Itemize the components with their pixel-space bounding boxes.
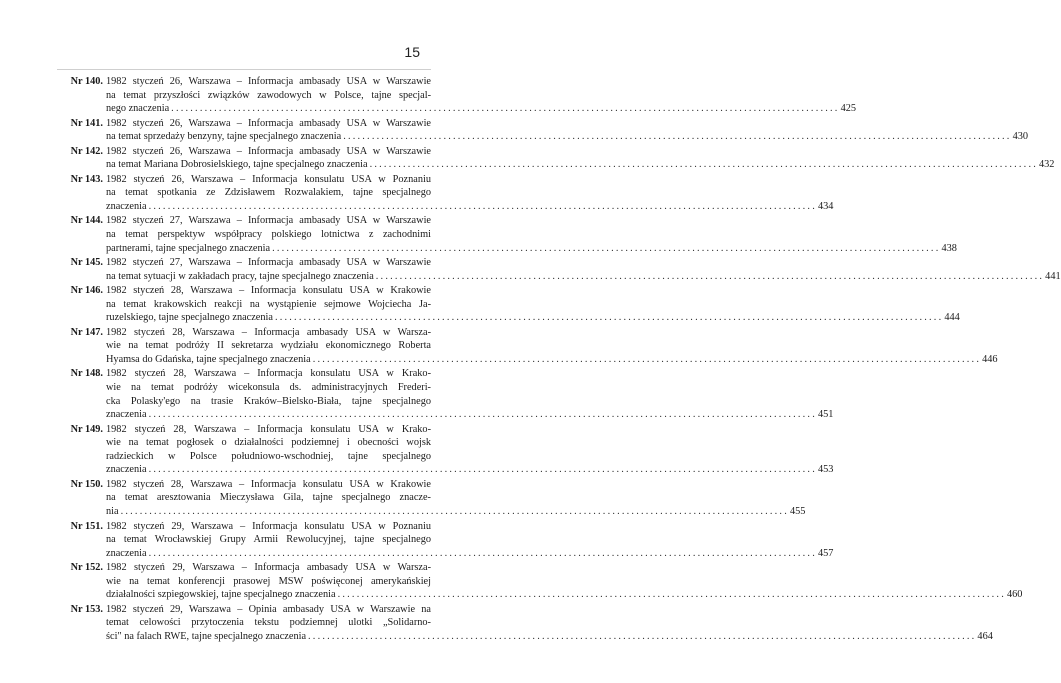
entry-line: na temat przyszłości związków zawodowych w Polsce, tajne specjal- <box>106 89 431 101</box>
dot-leader: ............................................................................................................................................ <box>369 159 1038 171</box>
entry-number: Nr 151. <box>70 520 103 532</box>
entry-last-line <box>106 408 834 422</box>
entry-number: Nr 150. <box>70 478 103 490</box>
entry-last-line <box>106 158 1055 172</box>
entry-line: 1982 styczeń 26, Warszawa – Informacja ambasady USA w Warszawie <box>106 117 431 129</box>
entry-description <box>106 214 957 255</box>
dot-leader: ............................................................................................................................................ <box>120 505 789 517</box>
toc-entry <box>57 145 1055 172</box>
entry-last-line <box>106 200 834 214</box>
entry-description <box>106 423 834 477</box>
entry-line: nia <box>106 505 119 517</box>
entry-line: 1982 styczeń 26, Warszawa – Informacja ambasady USA w Warszawie <box>106 145 431 157</box>
entry-last-line <box>106 311 960 325</box>
entry-line: 1982 styczeń 27, Warszawa – Informacja ambasady USA w Warszawie <box>106 257 431 269</box>
entry-line: 1982 styczeń 26, Warszawa – Informacja ambasady USA w Warszawie <box>106 76 431 87</box>
entry-last-line <box>106 463 834 477</box>
toc-entry <box>57 173 834 214</box>
dot-leader: ............................................................................................................................................ <box>148 200 817 212</box>
entry-line: wie na temat podróży II sekretarza wydziału ekonomicznego Roberta <box>106 340 431 352</box>
entry-line: temat celowości przytoczenia tekstu podziemnej ulotki „Solidarno- <box>106 617 431 629</box>
toc-entry <box>57 603 993 644</box>
entry-description <box>106 75 857 116</box>
entry-line: nego znaczenia <box>106 103 170 115</box>
entry-description <box>106 603 993 644</box>
entry-last-line <box>106 547 834 561</box>
entry-line: na temat sytuacji w zakładach pracy, tajne specjalnego znaczenia <box>106 270 374 282</box>
entry-line: znaczenia <box>106 409 147 421</box>
entry-line: na temat sprzedaży benzyny, tajne specjalnego znaczenia <box>106 131 342 143</box>
entry-number: Nr 144. <box>70 215 103 227</box>
dot-leader: ............................................................................................................................................ <box>148 409 817 421</box>
entry-description <box>106 173 834 214</box>
dot-leader: ............................................................................................................................................ <box>272 242 941 254</box>
toc-entry <box>57 117 1029 144</box>
entry-number: Nr 145. <box>70 257 103 269</box>
entry-number: Nr 149. <box>70 423 103 435</box>
entry-line: wie na temat podróży wicekonsula ds. administracyjnych Frederi- <box>106 382 431 394</box>
toc-entry <box>57 75 857 116</box>
entry-description <box>106 520 834 561</box>
entry-line: 1982 styczeń 29, Warszawa – Informacja ambasady USA w Warsza- <box>106 562 431 574</box>
entry-description <box>106 284 960 325</box>
entry-last-line <box>106 588 1023 602</box>
entry-line: 1982 styczeń 26, Warszawa – Informacja konsulatu USA w Poznaniu <box>106 173 431 185</box>
toc-entry <box>57 561 1023 602</box>
entry-line: na temat Mariana Dobrosielskiego, tajne specjalnego znaczenia <box>106 159 368 171</box>
entry-number: Nr 153. <box>70 603 103 615</box>
entry-last-line <box>106 130 1029 144</box>
entry-line: znaczenia <box>106 464 147 476</box>
toc-entry <box>57 214 957 255</box>
entry-number: Nr 141. <box>70 117 103 129</box>
toc-entry <box>57 423 834 477</box>
dot-leader: ............................................................................................................................................ <box>312 353 982 365</box>
entry-last-line <box>106 102 857 116</box>
entry-page-number: 425 <box>840 103 857 115</box>
entry-description <box>106 561 1023 602</box>
entry-line: Hyamsa do Gdańska, tajne specjalnego znaczenia <box>106 353 311 365</box>
entry-line: działalności szpiegowskiej, tajne specjalnego znaczenia <box>106 589 336 601</box>
entry-number: Nr 152. <box>70 562 103 574</box>
toc-entry <box>57 478 806 519</box>
entry-last-line <box>106 353 998 367</box>
entry-line: na temat perspektyw współpracy polskiego lotnictwa z zachodnimi <box>106 229 431 241</box>
entry-page-number: 451 <box>817 409 834 421</box>
dot-leader: ............................................................................................................................................ <box>148 464 817 476</box>
dot-leader: ............................................................................................................................................ <box>343 131 1012 143</box>
toc-entry <box>57 256 1061 283</box>
entry-last-line <box>106 270 1061 284</box>
entry-number: Nr 143. <box>70 173 103 185</box>
entry-page-number: 441 <box>1045 270 1061 282</box>
table-of-contents <box>57 75 1061 644</box>
entry-number: Nr 148. <box>70 368 103 380</box>
entry-description <box>106 145 1055 172</box>
entry-page-number: 434 <box>817 200 834 212</box>
entry-number: Nr 140. <box>70 76 103 87</box>
dot-leader: ............................................................................................................................................ <box>148 547 817 559</box>
entry-line: ruzelskiego, tajne specjalnego znaczenia <box>106 312 273 324</box>
entry-line: radzieckich w Polsce południowo-wschodniej, tajne specjalnego <box>106 450 431 462</box>
entry-line: 1982 styczeń 28, Warszawa – Informacja konsulatu USA w Krako- <box>106 368 431 380</box>
entry-last-line <box>106 242 957 256</box>
dot-leader: ............................................................................................................................................ <box>274 312 944 324</box>
header-rule <box>57 69 431 70</box>
toc-entry <box>57 367 834 421</box>
entry-line: 1982 styczeń 28, Warszawa – Informacja konsulatu USA w Krakowie <box>106 478 431 490</box>
entry-page-number: 464 <box>977 630 993 642</box>
entry-description <box>106 367 834 421</box>
entry-number: Nr 142. <box>70 145 103 157</box>
entry-line: na temat krakowskich reakcji na wystąpienie sejmowe Wojciecha Ja- <box>106 298 431 310</box>
entry-line: 1982 styczeń 29, Warszawa – Informacja konsulatu USA w Poznaniu <box>106 520 431 532</box>
dot-leader: ............................................................................................................................................ <box>171 103 840 115</box>
entry-line: wie na temat pogłosek o działalności podziemnej i obecności wojsk <box>106 437 431 449</box>
entry-line: wie na temat konferencji prasowej MSW poświęconej amerykańskiej <box>106 575 431 587</box>
entry-page-number: 432 <box>1039 159 1055 171</box>
toc-entry <box>57 284 960 325</box>
entry-description <box>106 117 1029 144</box>
entry-number: Nr 146. <box>70 285 103 297</box>
entry-line: 1982 styczeń 28, Warszawa – Informacja konsulatu USA w Krako- <box>106 423 431 435</box>
entry-page-number: 453 <box>817 464 834 476</box>
entry-description <box>106 478 806 519</box>
entry-page-number: 457 <box>817 547 834 559</box>
entry-page-number: 438 <box>941 242 957 254</box>
entry-page-number: 455 <box>789 505 806 517</box>
entry-line: 1982 styczeń 29, Warszawa – Opinia ambasady USA w Warszawie na <box>106 603 431 615</box>
entry-line: 1982 styczeń 27, Warszawa – Informacja ambasady USA w Warszawie <box>106 215 431 227</box>
entry-line: 1982 styczeń 28, Warszawa – Informacja ambasady USA w Warsza- <box>106 326 431 338</box>
toc-entry <box>57 326 998 367</box>
entry-line: znaczenia <box>106 200 147 212</box>
entry-page-number: 460 <box>1006 589 1023 601</box>
entry-page-number: 444 <box>944 312 960 324</box>
entry-description <box>106 256 1061 283</box>
entry-line: partnerami, tajne specjalnego znaczenia <box>106 242 271 254</box>
entry-line: znaczenia <box>106 547 147 559</box>
toc-entry <box>57 520 834 561</box>
entry-line: na temat aresztowania Mieczysława Gila, tajne specjalnego znacze- <box>106 492 431 504</box>
entry-last-line <box>106 630 993 644</box>
entry-description <box>106 326 998 367</box>
dot-leader: ............................................................................................................................................ <box>337 589 1006 601</box>
entry-page-number: 446 <box>982 353 998 365</box>
entry-line: 1982 styczeń 28, Warszawa – Informacja konsulatu USA w Krakowie <box>106 285 431 297</box>
entry-page-number: 430 <box>1012 131 1029 143</box>
entry-last-line <box>106 505 806 519</box>
entry-line: na temat Wrocławskiej Grupy Armii Rewolucyjnej, tajne specjalnego <box>106 534 431 546</box>
entry-number: Nr 147. <box>70 326 103 338</box>
dot-leader: ............................................................................................................................................ <box>375 270 1045 282</box>
dot-leader: ............................................................................................................................................ <box>308 630 977 642</box>
entry-line: na temat spotkania ze Zdzisławem Rozwalakiem, tajne specjalnego <box>106 187 431 199</box>
page-number: 15 <box>404 44 420 60</box>
entry-line: ści" na falach RWE, tajne specjalnego znaczenia <box>106 630 307 642</box>
entry-line: cka Polasky'ego na trasie Kraków–Bielsko-Biała, tajne specjalnego <box>106 395 431 407</box>
